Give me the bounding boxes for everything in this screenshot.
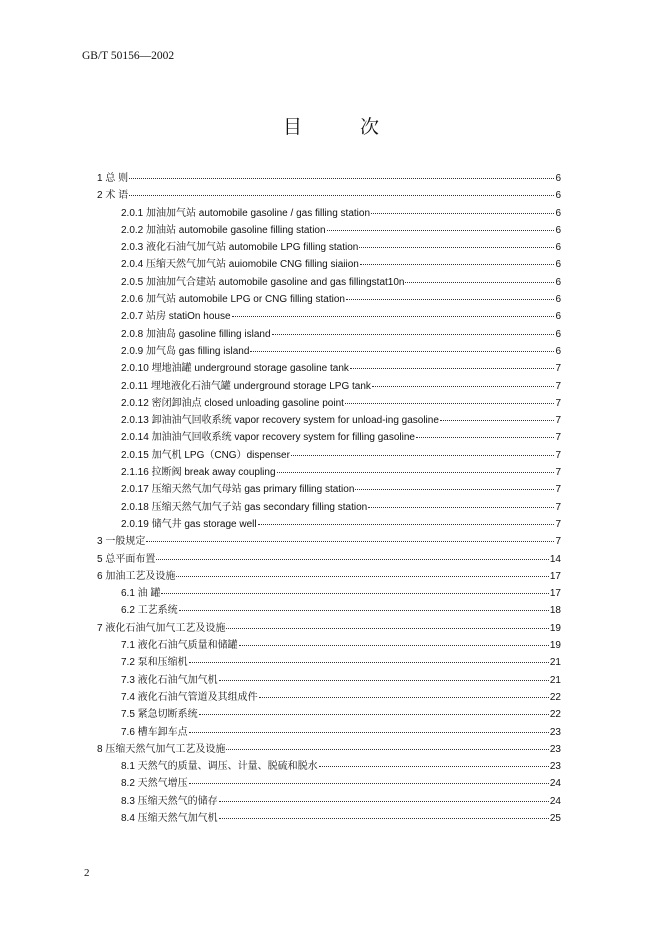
toc-entry-label: 6 加油工艺及设施 xyxy=(97,570,176,582)
toc-leader-dots xyxy=(156,559,549,560)
toc-entry-page: 17 xyxy=(549,588,561,600)
toc-entry-label: 5 总平面布置 xyxy=(97,553,156,565)
toc-leader-dots xyxy=(291,455,554,456)
toc-entry-page: 7 xyxy=(555,397,561,409)
toc-entry-page: 22 xyxy=(549,691,561,703)
toc-entry-label: 7.4 液化石油气管道及其组成件 xyxy=(121,691,258,703)
toc-entry-label: 7.5 紧急切断系统 xyxy=(121,709,198,721)
toc-entry[interactable] xyxy=(97,204,561,221)
toc-leader-dots xyxy=(176,576,549,577)
toc-leader-dots xyxy=(146,541,554,542)
toc-entry-page: 7 xyxy=(555,518,561,530)
toc-entry-page: 19 xyxy=(549,640,561,652)
toc-entry-page: 7 xyxy=(555,449,561,461)
toc-entry-page: 21 xyxy=(549,657,561,669)
toc-leader-dots xyxy=(219,680,549,681)
toc-entry-page: 6 xyxy=(555,224,561,236)
toc-leader-dots xyxy=(179,610,549,611)
toc-entry[interactable] xyxy=(97,809,561,826)
toc-entry-page: 7 xyxy=(555,484,561,496)
toc-entry-page: 24 xyxy=(549,795,561,807)
toc-leader-dots xyxy=(272,334,555,335)
toc-entry-page: 6 xyxy=(555,345,561,357)
toc-entry-page: 6 xyxy=(555,276,561,288)
toc-entry-label: 2.0.6 加气站 automobile LPG or CNG filling station xyxy=(121,294,345,306)
toc-entry-page: 24 xyxy=(549,778,561,790)
toc-entry[interactable] xyxy=(97,428,561,445)
toc-entry-label: 2.0.10 埋地油罐 underground storage gasoline tank xyxy=(121,363,349,375)
toc-leader-dots xyxy=(239,645,549,646)
toc-entry[interactable] xyxy=(97,705,561,722)
toc-entry[interactable] xyxy=(97,567,561,584)
toc-leader-dots xyxy=(189,662,549,663)
page-title: 目 次 xyxy=(282,116,406,138)
toc-entry-page: 7 xyxy=(555,432,561,444)
toc-leader-dots xyxy=(258,524,555,525)
toc-entry[interactable] xyxy=(97,359,561,376)
toc-entry-label: 2.0.17 压缩天然气加气母站 gas primary filling station xyxy=(121,484,355,496)
toc-leader-dots xyxy=(219,818,549,819)
toc-leader-dots xyxy=(199,714,549,715)
toc-leader-dots xyxy=(350,368,555,369)
toc-entry-label: 2.0.18 压缩天然气加气子站 gas secondary filling station xyxy=(121,501,368,513)
toc-entry-label: 2.0.5 加油加气合建站 automobile gasoline and gas fillingstat10n xyxy=(121,276,405,288)
toc-entry-label: 2.0.14 加油油气回收系统 vapor recovery system for filling gasoline xyxy=(121,432,415,444)
toc-entry-label: 6.2 工艺系统 xyxy=(121,605,178,617)
toc-leader-dots xyxy=(129,195,554,196)
toc-entry-page: 25 xyxy=(549,812,561,824)
toc-entry[interactable] xyxy=(97,757,561,774)
toc-entry-page: 6 xyxy=(555,173,561,184)
toc-entry-label: 7.3 液化石油气加气机 xyxy=(121,674,218,686)
toc-entry[interactable] xyxy=(97,619,561,636)
toc-entry[interactable] xyxy=(97,723,561,740)
toc-entry[interactable] xyxy=(97,377,561,394)
toc-entry-page: 17 xyxy=(549,570,561,582)
toc-leader-dots xyxy=(319,766,549,767)
toc-entry-label: 2.0.1 加油加气站 automobile gasoline / gas filling station xyxy=(121,207,371,219)
toc-entry[interactable] xyxy=(97,601,561,618)
toc-leader-dots xyxy=(189,732,549,733)
table-of-contents xyxy=(97,169,561,826)
toc-entry-page: 7 xyxy=(555,415,561,427)
toc-entry[interactable] xyxy=(97,169,561,186)
toc-entry[interactable] xyxy=(97,584,561,601)
toc-entry[interactable] xyxy=(97,688,561,705)
toc-entry[interactable] xyxy=(97,411,561,428)
toc-entry-page: 21 xyxy=(549,674,561,686)
toc-entry[interactable] xyxy=(97,550,561,567)
toc-leader-dots xyxy=(250,351,554,352)
toc-entry[interactable] xyxy=(97,221,561,238)
toc-entry-page: 6 xyxy=(555,242,561,254)
toc-entry-label: 2.0.11 埋地液化石油气罐 underground storage LPG tank xyxy=(121,380,371,392)
toc-entry[interactable] xyxy=(97,671,561,688)
toc-entry-label: 2.0.19 储气井 gas storage well xyxy=(121,518,257,530)
toc-entry[interactable] xyxy=(97,342,561,359)
toc-entry[interactable] xyxy=(97,532,561,549)
toc-entry-page: 19 xyxy=(549,622,561,634)
toc-entry-label: 8.1 天然气的质量、调压、计量、脱硫和脱水 xyxy=(121,761,318,773)
toc-entry-label: 8.4 压缩天然气加气机 xyxy=(121,812,218,824)
toc-entry[interactable] xyxy=(97,480,561,497)
standard-code: GB/T 50156—2002 xyxy=(82,50,175,62)
toc-entry[interactable] xyxy=(97,774,561,791)
toc-entry[interactable] xyxy=(97,446,561,463)
page-number: 2 xyxy=(84,867,90,879)
toc-leader-dots xyxy=(219,801,549,802)
toc-entry-page: 6 xyxy=(555,311,561,323)
toc-leader-dots xyxy=(346,299,554,300)
toc-leader-dots xyxy=(129,178,554,179)
toc-leader-dots xyxy=(368,507,554,508)
toc-entry-page: 6 xyxy=(555,328,561,340)
toc-entry-label: 2.0.15 加气机 LPG（CNG）dispenser xyxy=(121,449,290,461)
toc-leader-dots xyxy=(189,783,549,784)
toc-entry-label: 7.6 槽车卸车点 xyxy=(121,726,188,738)
toc-entry-label: 2.0.4 压缩天然气加气站 auiomobile CNG filling siaiion xyxy=(121,259,359,271)
toc-entry-label: 8 压缩天然气加气工艺及设施 xyxy=(97,743,226,755)
toc-entry-page: 7 xyxy=(555,536,561,548)
toc-entry[interactable] xyxy=(97,238,561,255)
toc-leader-dots xyxy=(226,749,549,750)
toc-entry-label: 2.0.9 加气岛 gas filling island xyxy=(121,345,250,357)
toc-entry-page: 6 xyxy=(555,294,561,306)
toc-entry[interactable] xyxy=(97,394,561,411)
toc-leader-dots xyxy=(161,593,548,594)
toc-leader-dots xyxy=(355,489,554,490)
toc-entry-page: 7 xyxy=(555,467,561,479)
toc-entry[interactable] xyxy=(97,273,561,290)
toc-entry-label: 1 总 则 xyxy=(97,173,129,184)
toc-leader-dots xyxy=(232,316,555,317)
toc-entry-page: 22 xyxy=(549,709,561,721)
toc-entry[interactable] xyxy=(97,307,561,324)
toc-leader-dots xyxy=(440,420,555,421)
toc-entry-label: 8.2 天然气增压 xyxy=(121,778,188,790)
toc-entry-label: 8.3 压缩天然气的储存 xyxy=(121,795,218,807)
toc-entry-label: 7.1 液化石油气质量和储罐 xyxy=(121,640,238,652)
toc-leader-dots xyxy=(360,264,555,265)
toc-entry-label: 2.0.7 站房 statiOn house xyxy=(121,311,231,323)
toc-entry-label: 6.1 油 罐 xyxy=(121,588,161,600)
toc-entry-label: 2.0.13 卸油油气回收系统 vapor recovery system for unload-ing gasoline xyxy=(121,415,439,427)
toc-entry-page: 18 xyxy=(549,605,561,617)
toc-entry[interactable] xyxy=(97,515,561,532)
toc-entry-page: 23 xyxy=(549,761,561,773)
toc-leader-dots xyxy=(259,697,549,698)
toc-entry[interactable] xyxy=(97,255,561,272)
toc-entry-page: 7 xyxy=(555,363,561,375)
toc-entry-page: 7 xyxy=(555,380,561,392)
toc-leader-dots xyxy=(327,230,555,231)
toc-entry-page: 14 xyxy=(549,553,561,565)
toc-leader-dots xyxy=(277,472,555,473)
toc-entry[interactable] xyxy=(97,792,561,809)
toc-entry-label: 2.0.3 液化石油气加气站 automobile LPG filling station xyxy=(121,242,359,254)
toc-entry-label: 2 术 语 xyxy=(97,190,129,202)
toc-entry-page: 6 xyxy=(555,207,561,219)
toc-leader-dots xyxy=(359,247,554,248)
toc-entry[interactable] xyxy=(97,498,561,515)
toc-entry-page: 23 xyxy=(549,726,561,738)
toc-entry-label: 7 液化石油气加气工艺及设施 xyxy=(97,622,226,634)
toc-entry-page: 7 xyxy=(555,501,561,513)
toc-leader-dots xyxy=(371,213,554,214)
toc-entry[interactable] xyxy=(97,463,561,480)
toc-entry-label: 2.1.16 拉断阀 break away coupling xyxy=(121,467,276,479)
toc-entry-label: 2.0.12 密闭卸油点 closed unloading gasoline point xyxy=(121,397,344,409)
toc-leader-dots xyxy=(405,282,554,283)
toc-entry[interactable] xyxy=(97,186,561,203)
toc-entry[interactable] xyxy=(97,290,561,307)
toc-entry-label: 3 一般规定 xyxy=(97,536,146,548)
toc-entry-label: 2.0.2 加油站 automobile gasoline filling station xyxy=(121,224,326,236)
toc-entry[interactable] xyxy=(97,740,561,757)
toc-entry-label: 2.0.8 加油岛 gasoline filling island xyxy=(121,328,271,340)
toc-entry[interactable] xyxy=(97,325,561,342)
toc-entry-label: 7.2 泵和压缩机 xyxy=(121,657,188,669)
toc-leader-dots xyxy=(416,437,554,438)
toc-entry[interactable] xyxy=(97,653,561,670)
toc-leader-dots xyxy=(372,386,555,387)
toc-entry[interactable] xyxy=(97,636,561,653)
toc-leader-dots xyxy=(345,403,555,404)
toc-entry-page: 6 xyxy=(555,259,561,271)
toc-entry-page: 23 xyxy=(549,743,561,755)
toc-entry-page: 6 xyxy=(555,190,561,202)
toc-leader-dots xyxy=(226,628,549,629)
